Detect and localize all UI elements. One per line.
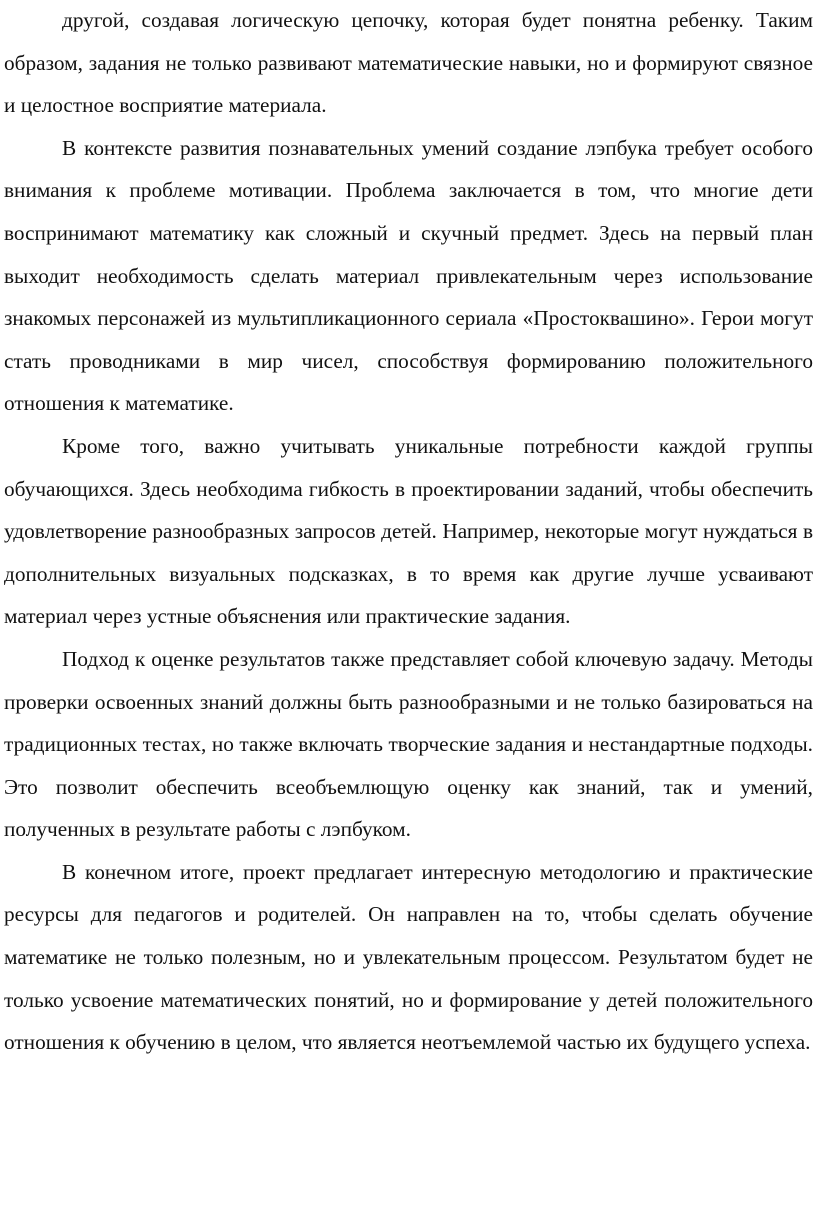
paragraph-conclusion: В конечном итоге, проект предлагает интересную методологию и практические ресурсы для педагогов и родителей. Он направлен на то, чтобы сделать обучение математике не только полезным, но и увлекательным процессом. Результатом будет не только усвоение математических понятий, но и формирование у детей положительного отношения к обучению в целом, что является неотъемлемой частью их будущего успеха. bbox=[4, 859, 813, 1055]
paragraph-assessment: Подход к оценке результатов также представляет собой ключевую задачу. Методы проверки освоенных знаний должны быть разнообразными и не только базироваться на традиционных тестах, но также включать творческие задания и нестандартные подходы. Это позволит обеспечить всеобъемлющую оценку как знаний, так и умений, полученных в результате работы с лэпбуком. bbox=[4, 646, 813, 842]
document-body bbox=[4, 0, 813, 1064]
paragraph-continuation: другой, создавая логическую цепочку, которая будет понятна ребенку. Таким образом, задания не только развивают математические навыки, но и формируют связное и целостное восприятие материала. bbox=[4, 8, 813, 118]
paragraph-motivation: В контексте развития познавательных умений создание лэпбука требует особого внимания к проблеме мотивации. Проблема заключается в том, что многие дети воспринимают математику как сложный и скучный предмет. Здесь на первый план выходит необходимость сделать материал привлекательным через использование знакомых персонажей из мультипликационного сериала «Простоквашино». Герои могут стать проводниками в мир чисел, способствуя формированию положительного отношения к математике. bbox=[4, 135, 813, 416]
paragraph-group-needs: Кроме того, важно учитывать уникальные потребности каждой группы обучающихся. Здесь необходима гибкость в проектировании заданий, чтобы обеспечить удовлетворение разнообразных запросов детей. Например, некоторые могут нуждаться в дополнительных визуальных подсказках, в то время как другие лучше усваивают материал через устные объяснения или практические задания. bbox=[4, 433, 813, 629]
